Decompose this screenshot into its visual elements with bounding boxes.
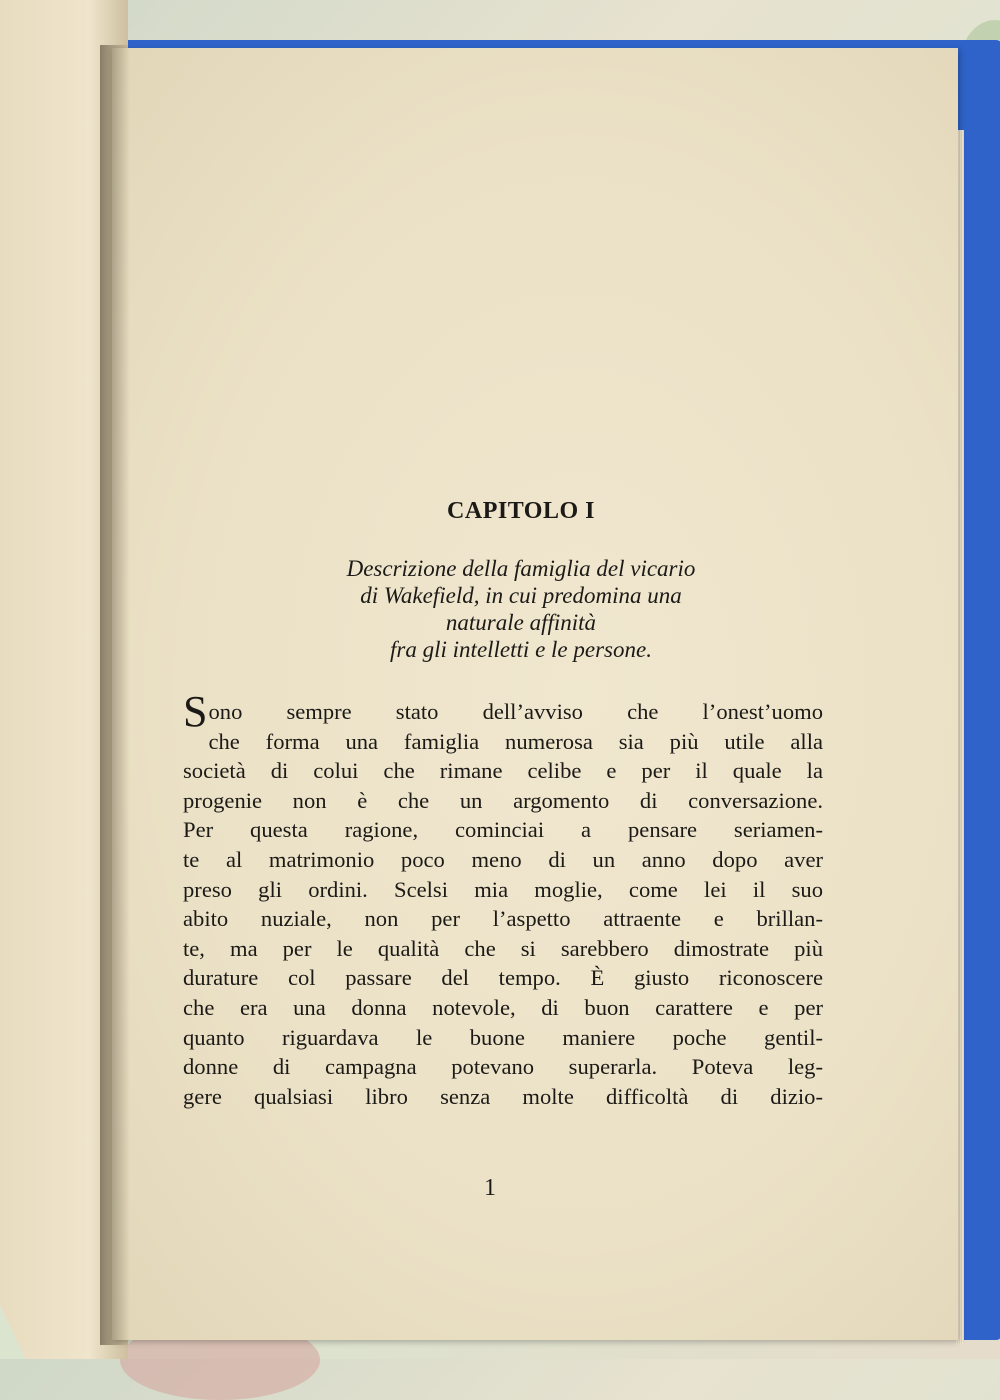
chapter-text-block	[183, 498, 823, 1111]
body-line: società di colui che rimane celibe e per il quale la	[183, 758, 823, 784]
gutter-shadow	[100, 45, 130, 1345]
subtitle-line: di Wakefield, in cui predomina una	[360, 583, 682, 608]
page-number-container	[0, 1175, 1000, 1202]
body-line: preso gli ordini. Scelsi mia moglie, come lei il suo	[183, 876, 823, 902]
chapter-subtitle	[183, 555, 823, 663]
body-line: donne di campagna potevano superarla. Poteva leg-	[183, 1054, 823, 1080]
page-number: 1	[484, 1175, 496, 1201]
body-paragraph	[183, 687, 823, 1111]
drop-cap: S	[183, 687, 208, 736]
body-line: che era una donna notevole, di buon carattere e per	[183, 994, 823, 1020]
body-line: quanto riguardava le buone maniere poche gentil-	[183, 1024, 823, 1050]
subtitle-line: fra gli intelletti e le persone.	[390, 637, 652, 662]
body-line: te, ma per le qualità che si sarebbero dimostrate più	[183, 935, 823, 961]
subtitle-line: Descrizione della famiglia del vicario	[346, 556, 696, 581]
body-line: abito nuziale, non per l’aspetto attraente e brillan-	[183, 906, 823, 932]
body-line: Per questa ragione, cominciai a pensare seriamen-	[183, 817, 823, 843]
body-line: gere qualsiasi libro senza molte difficoltà di dizio-	[183, 1083, 823, 1109]
subtitle-line: naturale affinità	[445, 610, 597, 635]
body-line: te al matrimonio poco meno di un anno dopo aver	[183, 846, 823, 872]
body-line: durature col passare del tempo. È giusto riconoscere	[183, 965, 823, 991]
chapter-title: CAPITOLO I	[447, 498, 595, 524]
body-line: progenie non è che un argomento di conversazione.	[183, 787, 823, 813]
body-line: che forma una famiglia numerosa sia più utile alla	[208, 728, 823, 754]
body-line-first	[183, 687, 823, 736]
first-line-text: ono sempre stato dell’avviso che l’onest’uomo	[208, 699, 823, 724]
